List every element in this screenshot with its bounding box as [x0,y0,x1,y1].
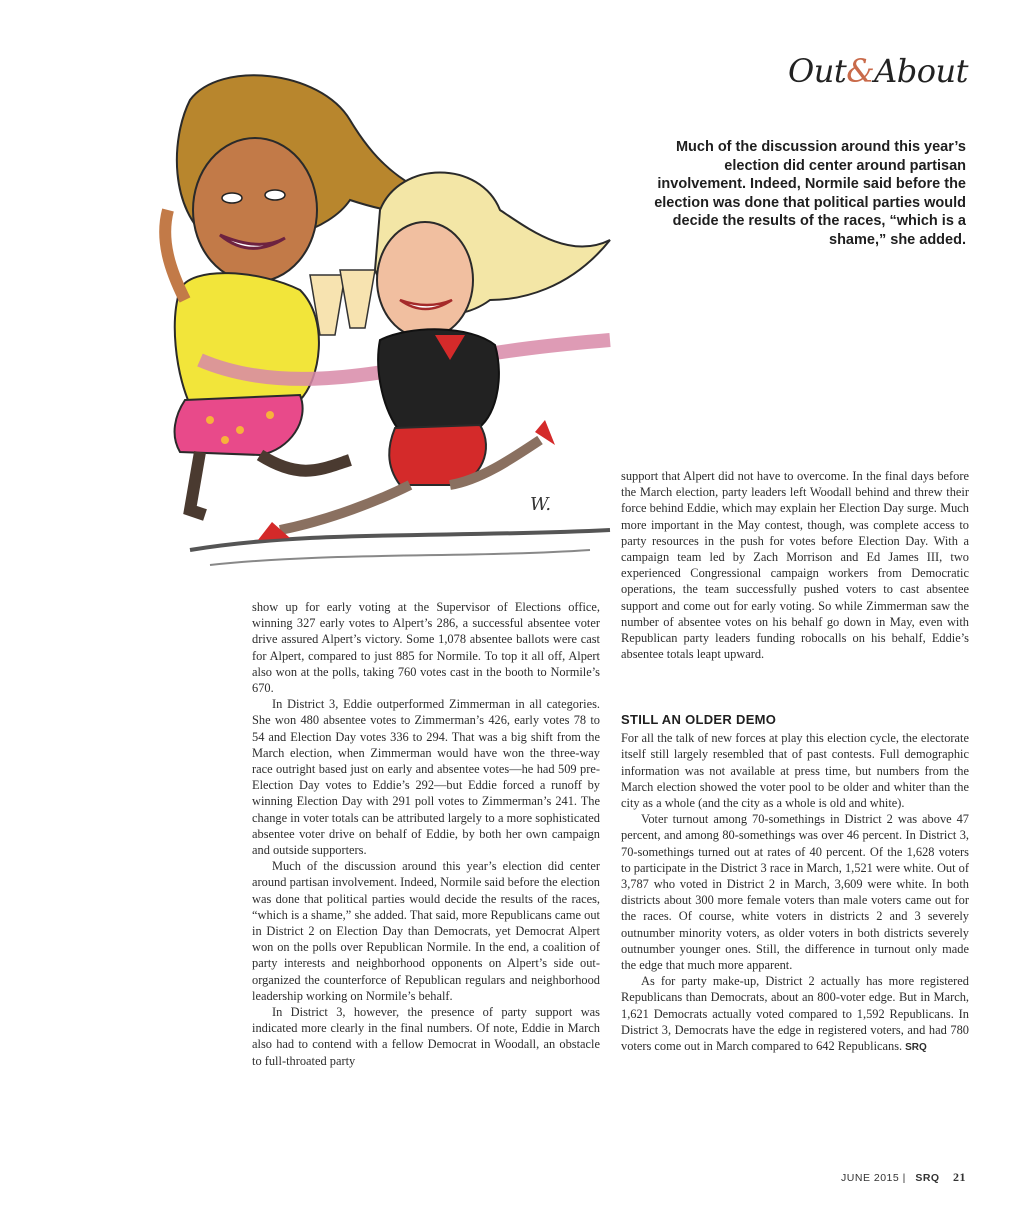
page-number: 21 [953,1170,966,1184]
pull-quote: Much of the discussion around this year’s election did center around partisan involvement. Indeed, Normile said before the election was done that political parties would decide the results of the races, “which is a shame,” she added. [654,139,966,248]
page-footer [841,1170,966,1185]
caricature-illustration [150,60,620,600]
article-right-column-bottom [621,712,969,1056]
issue-date: JUNE 2015 [841,1172,900,1184]
section-title-out: Out [787,52,847,90]
paragraph: show up for early voting at the Supervisor of Elections office, winning 327 early votes to Alpert’s 286, a successful absentee voter drive assured Alpert’s victory. Some 1,078 absentee ballots were cast for Alpert, compared to just 885 for Normile. To top it all off, Alpert also won at the polls, taking 760 votes cast in the booth to Normile’s 670. [252,600,600,696]
paragraph: support that Alpert did not have to overcome. In the final days before the March election, party leaders left Woodall behind and threw their force behind Eddie, which may explain her Election Day surge. Much more important in the May contest, though, was complete access to party resources in the push for votes before Election Day. With a campaign team led by Zach Morrison and Ed James III, two experienced Congressional campaign workers from Democratic operations, the team successfully pushed voters to cast absentee support and come out for early voting. So while Zimmerman saw the number of absentee votes on his behalf go down in May, even with Republican party leaders funding robocalls on his behalf, Eddie’s absentee totals leapt upward. [621,469,969,662]
paragraph: Voter turnout among 70-somethings in District 2 was above 47 percent, and among 80-somethings was over 46 percent. In District 3, 70-somethings turned out at rates of 40 percent. Of the 1,628 voters to participate in the District 3 race in March, 1,521 were white. Out of 3,787 who voted in District 2 in March, 3,609 were white. In both districts about 300 more female voters than male voters came out for the races. Of course, white voters in districts 2 and 3 severely outnumber minority voters, as older voters in both districts severely outnumber younger ones. Still, the difference in turnout only made the edge that much more apparent. [621,812,969,973]
paragraph: For all the talk of new forces at play this election cycle, the electorate itself still largely resembled that of past contests. Full demographic information was not available at press time, but numbers from the March election showed the voter pool to be older and whiter than the city as a whole (and the city as a whole is old and white). [621,731,969,811]
article-left-column [252,599,600,1069]
paragraph: Much of the discussion around this year’s election did center around partisan involvement. Indeed, Normile said before the election was done that political parties would decide the results of the races, “which is a shame,” she added. That said, more Republicans came out in District 2 on Election Day than Democrats, yet Democrat Alpert won on the polls over Republican Normile. In the end, a coalition of party interests and neighborhood opponents on Alpert’s side out-organized the counterforce of Republican regulars and neighborhood leadership working on Normile’s behalf. [252,859,600,1003]
section-title [788,52,968,90]
artist-signature: W. [530,494,552,515]
paragraph: In District 3, Eddie outperformed Zimmerman in all categories. She won 480 absentee votes to Zimmerman’s 426, early votes 78 to 54 and Election Day votes 336 to 294. That was a big shift from the March election, when Zimmerman would have won the three-way race outright based just on early and absentee votes—he had 509 pre-Election Day votes to Eddie’s 292—but Eddie forced a runoff by winning Election Day with 291 poll votes to Zimmerman’s 241. The change in voter totals can be attributed largely to a more sophisticated absentee voter drive on behalf of Eddie, by both her own campaign and outside supporters. [252,697,600,858]
footer-separator: | [902,1172,906,1184]
article-right-column-top [621,468,969,662]
section-title-about: About [874,52,968,90]
paragraph-text: As for party make-up, District 2 actually has more registered Republicans than Democrats, about an 800-voter edge. But in March, 1,621 Democrats actually voted compared to 1,592 Republicans. In District 3, Democrats have the edge in registered voters, and had 780 voters come out in March compared to 642 Republicans. [621,974,969,1054]
paragraph: In District 3, however, the presence of party support was indicated more clearly in the final numbers. Of note, Eddie in March also had to contend with a fellow Democrat in Woodall, an obstacle to full-throated party [252,1005,600,1068]
end-mark: SRQ [905,1042,927,1054]
magazine-brand: SRQ [915,1172,940,1184]
section-title-ampersand: & [846,52,875,90]
subhead: STILL AN OLDER DEMO [621,712,777,727]
paragraph-final [621,973,969,1056]
